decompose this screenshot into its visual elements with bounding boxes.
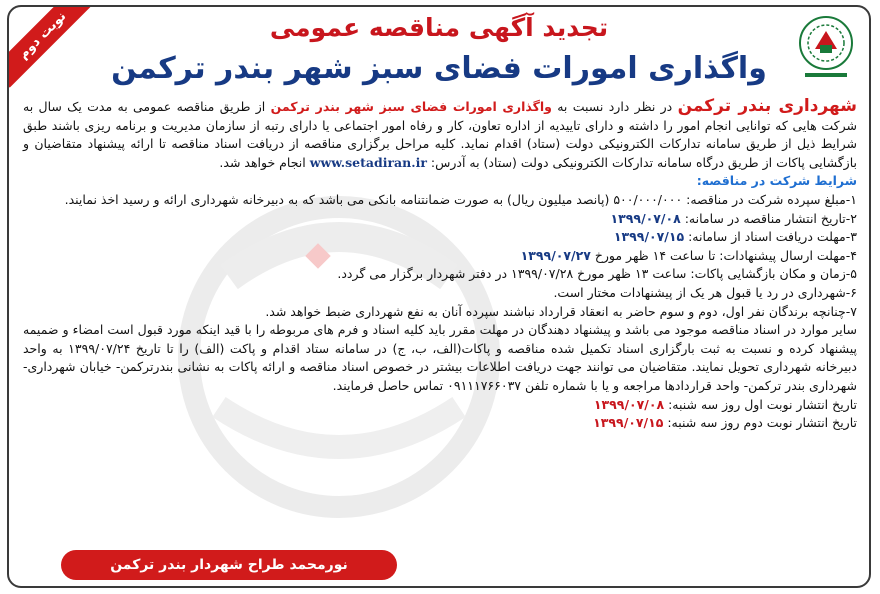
organization-name: شهرداری بندر ترکمن	[677, 96, 857, 116]
conditions-list	[23, 191, 857, 321]
setad-website-link[interactable]: www.setadiran.ir	[309, 154, 427, 170]
condition-item: ۵-زمان و مکان بازگشایی پاکات: ساعت ۱۳ ظهر مورخ ۱۳۹۹/۰۷/۲۸ در دفتر شهردار برگزار می گردد.	[337, 266, 857, 282]
condition-item: ۳-مهلت دریافت اسناد از سامانه: ۱۳۹۹/۰۷/۱۵	[613, 229, 857, 245]
tender-subject: واگذاری امورات فضای سبز شهر بندر ترکمن	[270, 99, 552, 114]
second-publication-date: تاریخ انتشار نوبت دوم روز سه شنبه: ۱۳۹۹/۰۷/۱۵	[593, 415, 857, 431]
other-details-paragraph: سایر موارد در اسناد مناقصه موجود می باشد و پیشنهاد دهندگان در مهلت مقرر باید کلیه اسناد و فرم های مربوطه را با قید اینکه مورد قبول است امضاء و ضمیمه پیشنهاد کرده و نسبت به ثبت بارگزاری اسناد تکمیل شده مناقصه و پاکات(الف، ب، ج) در سامانه ستاد اقدام و پاکت (الف) را تا تاریخ ۱۳۹۹/۰۷/۲۴ به واحد دبیرخانه شهرداری تحویل نمایند. متقاضیان می توانند جهت دریافت اطلاعات بیشتر در خصوص اسناد مناقصه و ارائه پاکات به نشانی بندرترکمن- خیابان شهرداری- شهرداری بندر ترکمن- واحد قراردادها مراجعه و یا با شماره تلفن ۰۹۱۱۱۷۶۶۰۳۷ تماس حاصل فرمایند.	[23, 322, 857, 393]
second-publication-ribbon: نوبت دوم	[7, 5, 95, 88]
condition-item: ۶-شهرداری در رد یا قبول هر یک از پیشنهادات مختار است.	[553, 284, 857, 300]
notice-frame	[7, 5, 871, 588]
condition-item: ۲-تاریخ انتشار مناقصه در سامانه: ۱۳۹۹/۰۷/۰۸	[610, 210, 857, 226]
condition-item: ۱-مبلغ سپرده شرکت در مناقصه: ۵۰۰/۰۰۰/۰۰۰ (پانصد میلیون ریال) به صورت ضمانتنامه بانکی می باشد که به دبیرخانه شهرداری ارائه و رسید اخذ نمایند.	[64, 191, 857, 207]
mayor-signature-banner: نورمحمد طراح شهردار بندر ترکمن	[61, 550, 397, 580]
condition-item: ۴-مهلت ارسال پیشنهادات: تا ساعت ۱۴ ظهر مورخ ۱۳۹۹/۰۷/۲۷	[520, 247, 857, 263]
notice-body	[23, 97, 857, 433]
notice-header	[9, 7, 869, 93]
notice-subject-title: واگذاری امورات فضای سبز شهر بندر ترکمن	[111, 51, 767, 86]
intro-paragraph: شهرداری بندر ترکمن در نظر دارد نسبت به واگذاری امورات فضای سبز شهر بندر ترکمن از طریق مناقصه عمومی به مدت یک سال به شرکت هایی که توانایی انجام امور را داشته و دارای تاییدیه از اداره تعاون، کار و رفاه امور اجتماعی یا دارای رتبه از سازمان مدیریت و برنامه ریزی باشند طبق شرایط ذیل از طریق سامانه تدارکات الکترونیکی دولت (ستاد) اقدام نماید. کلیه مراحل برگزاری مناقصه از دریافت اسناد مناقصه تا ارائه پیشنهاد متقاضیان و بازگشایی پاکات از طریق درگاه سامانه تدارکات الکترونیکی دولت (ستاد) به آدرس: www.setadiran.ir انجام خواهد شد.	[23, 96, 857, 170]
first-publication-date: تاریخ انتشار نوبت اول روز سه شنبه: ۱۳۹۹/۰۷/۰۸	[593, 396, 857, 412]
notice-title: تجدید آگهی مناقصه عمومی	[269, 13, 609, 42]
condition-item: ۷-چنانچه برندگان نفر اول، دوم و سوم حاضر به انعقاد قرارداد نباشند سپرده آنان به نفع شهرداری ضبط خواهد شد.	[265, 303, 857, 319]
conditions-heading: شرایط شرکت در مناقصه:	[696, 173, 857, 189]
